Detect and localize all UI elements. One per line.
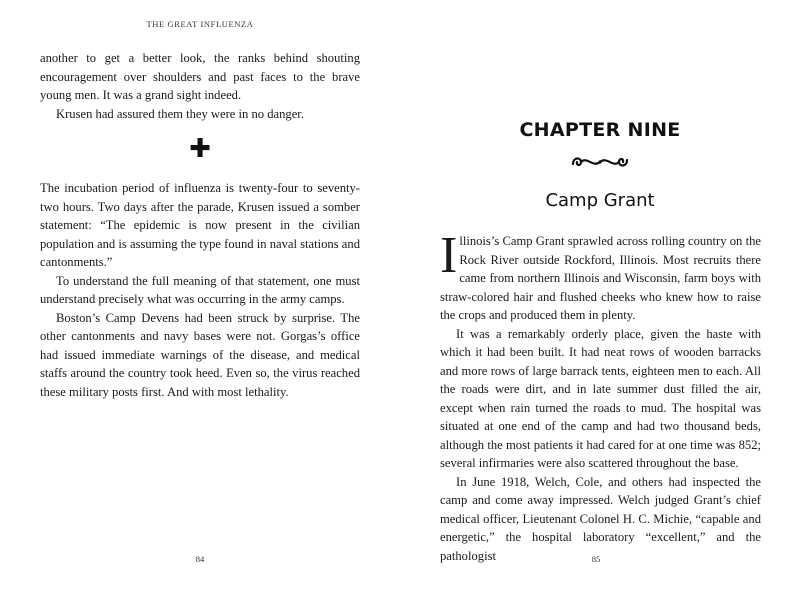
running-head: THE GREAT INFLUENZA: [146, 19, 254, 29]
paragraph: In June 1918, Welch, Cole, and others had inspected the camp and come away impressed. Welch judged Grant’s chief medical officer, Lieutenant Colonel H. C. Michie, “capable and energetic,” the hospital laboratory “excellent,” and the pathologist: [440, 474, 761, 563]
chapter-title: CHAPTER NINE: [519, 119, 681, 141]
paragraph: To understand the full meaning of that statement, one must understand precisely what was occurring in the army camps.: [40, 273, 360, 306]
page-number: 85: [591, 554, 601, 564]
text-after-break: [40, 179, 360, 401]
text-before-break: [40, 49, 360, 123]
chapter-body: [440, 227, 761, 565]
paragraph: The incubation period of influenza is twenty-four to seventy-two hours. Two days after the parade, Krusen issued a somber statement: “The epidemic is now present in the civilian population and is assuming the type found in naval stations and cantonments.”: [40, 181, 360, 269]
paragraph: another to get a better look, the ranks behind shouting encouragement over shoulders and past faces to the brave young men. It was a grand sight indeed.: [40, 51, 360, 102]
right-page: [400, 0, 800, 600]
page-number: 84: [195, 554, 205, 564]
paragraph: Boston’s Camp Devens had been struck by surprise. The other cantonments and navy bases were not. Gorgas’s office had issued immediate warnings of the disease, and medical staffs around the country took heed. Even so, the virus reached these military posts first. And with most lethality.: [40, 310, 360, 399]
paragraph: It was a remarkably orderly place, given the haste with which it had been built. It had neat rows of wooden barracks and more rows of large barrack tents, eighteen men to each. All the roads were dirt, and in late summer dust filled the air, except when rain turned the roads to mud. The hospital was situated at one end of the camp and had two thousand beds, although the most patients it had cared for at one time was 852; several infirmaries were also scattered throughout the base.: [440, 326, 761, 470]
paragraph: Illinois’s Camp Grant sprawled across rolling country on the Rock River outside Rockford, Illinois. Most recruits there came from northern Illinois and Wisconsin, farm boys with straw-colored hair and flushed cheeks who knew how to raise the crops and produced them in plenty.: [440, 227, 761, 322]
paragraph: Krusen had assured them they were in no danger.: [56, 106, 304, 121]
scroll-flourish-icon: [440, 152, 760, 177]
section-break-icon: ✚: [189, 134, 211, 164]
chapter-subtitle: Camp Grant: [545, 190, 655, 211]
